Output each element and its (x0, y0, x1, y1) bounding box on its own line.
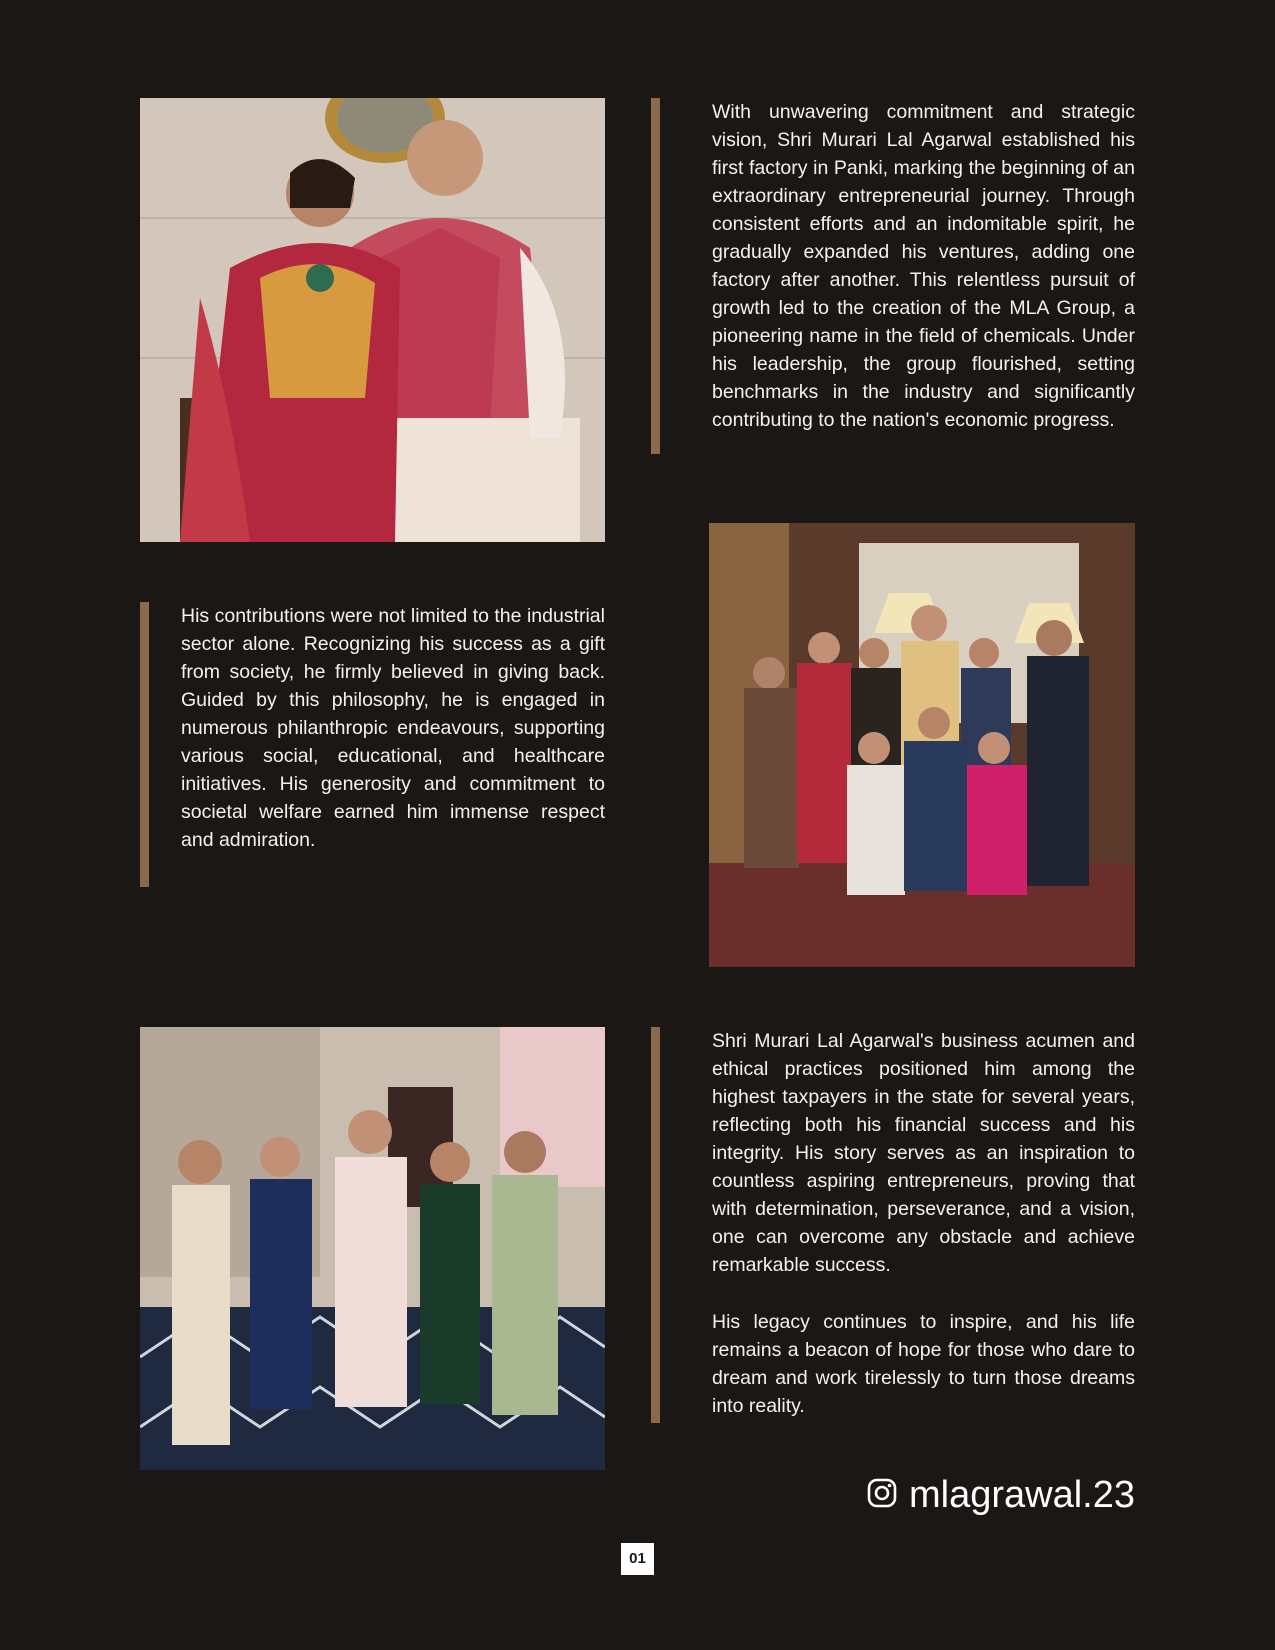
paragraph-factory: With unwavering commitment and strategic vision, Shri Murari Lal Agarwal established his first factory in Panki, marking the beginning of an extraordinary entrepreneurial journey. Through consistent efforts and an indomitable spirit, he gradually expanded his ventures, adding one factory after another. This relentless pursuit of growth led to the creation of the MLA Group, a pioneering name in the field of chemicals. Under his leadership, the group flourished, setting benchmarks in the industry and significantly contributing to the nation's economic progress. (712, 101, 1135, 431)
paragraph-acumen: Shri Murari Lal Agarwal's business acumen and ethical practices positioned him among the highest taxpayers in the state for several years, reflecting both his financial success and his integrity. His story serves as an inspiration to countless aspiring entrepreneurs, proving that with determination, perseverance, and a vision, one can overcome any obstacle and achieve remarkable success. (712, 1030, 1135, 1276)
couple-photo (140, 98, 605, 542)
instagram-icon (867, 1478, 897, 1513)
instagram-handle[interactable] (867, 1472, 1135, 1518)
accent-bar-2 (140, 602, 149, 887)
paragraph-philanthropy: His contributions were not limited to the industrial sector alone. Recognizing his success as a gift from society, he firmly believed in giving back. Guided by this philosophy, he is engaged in numerous philanthropic endeavours, supporting various social, educational, and healthcare initiatives. His generosity and commitment to societal welfare earned him immense respect and admiration. (181, 605, 605, 851)
family-group-photo (709, 523, 1135, 967)
celebration-group-photo (140, 1027, 605, 1470)
accent-bar-1 (651, 98, 660, 454)
paragraph-legacy: His legacy continues to inspire, and his life remains a beacon of hope for those who dare to dream and work tirelessly to turn those dreams into reality. (712, 1311, 1135, 1417)
accent-bar-3 (651, 1027, 660, 1423)
page-number: 01 (621, 1543, 654, 1575)
instagram-handle-text: mlagrawal.23 (909, 1474, 1135, 1516)
